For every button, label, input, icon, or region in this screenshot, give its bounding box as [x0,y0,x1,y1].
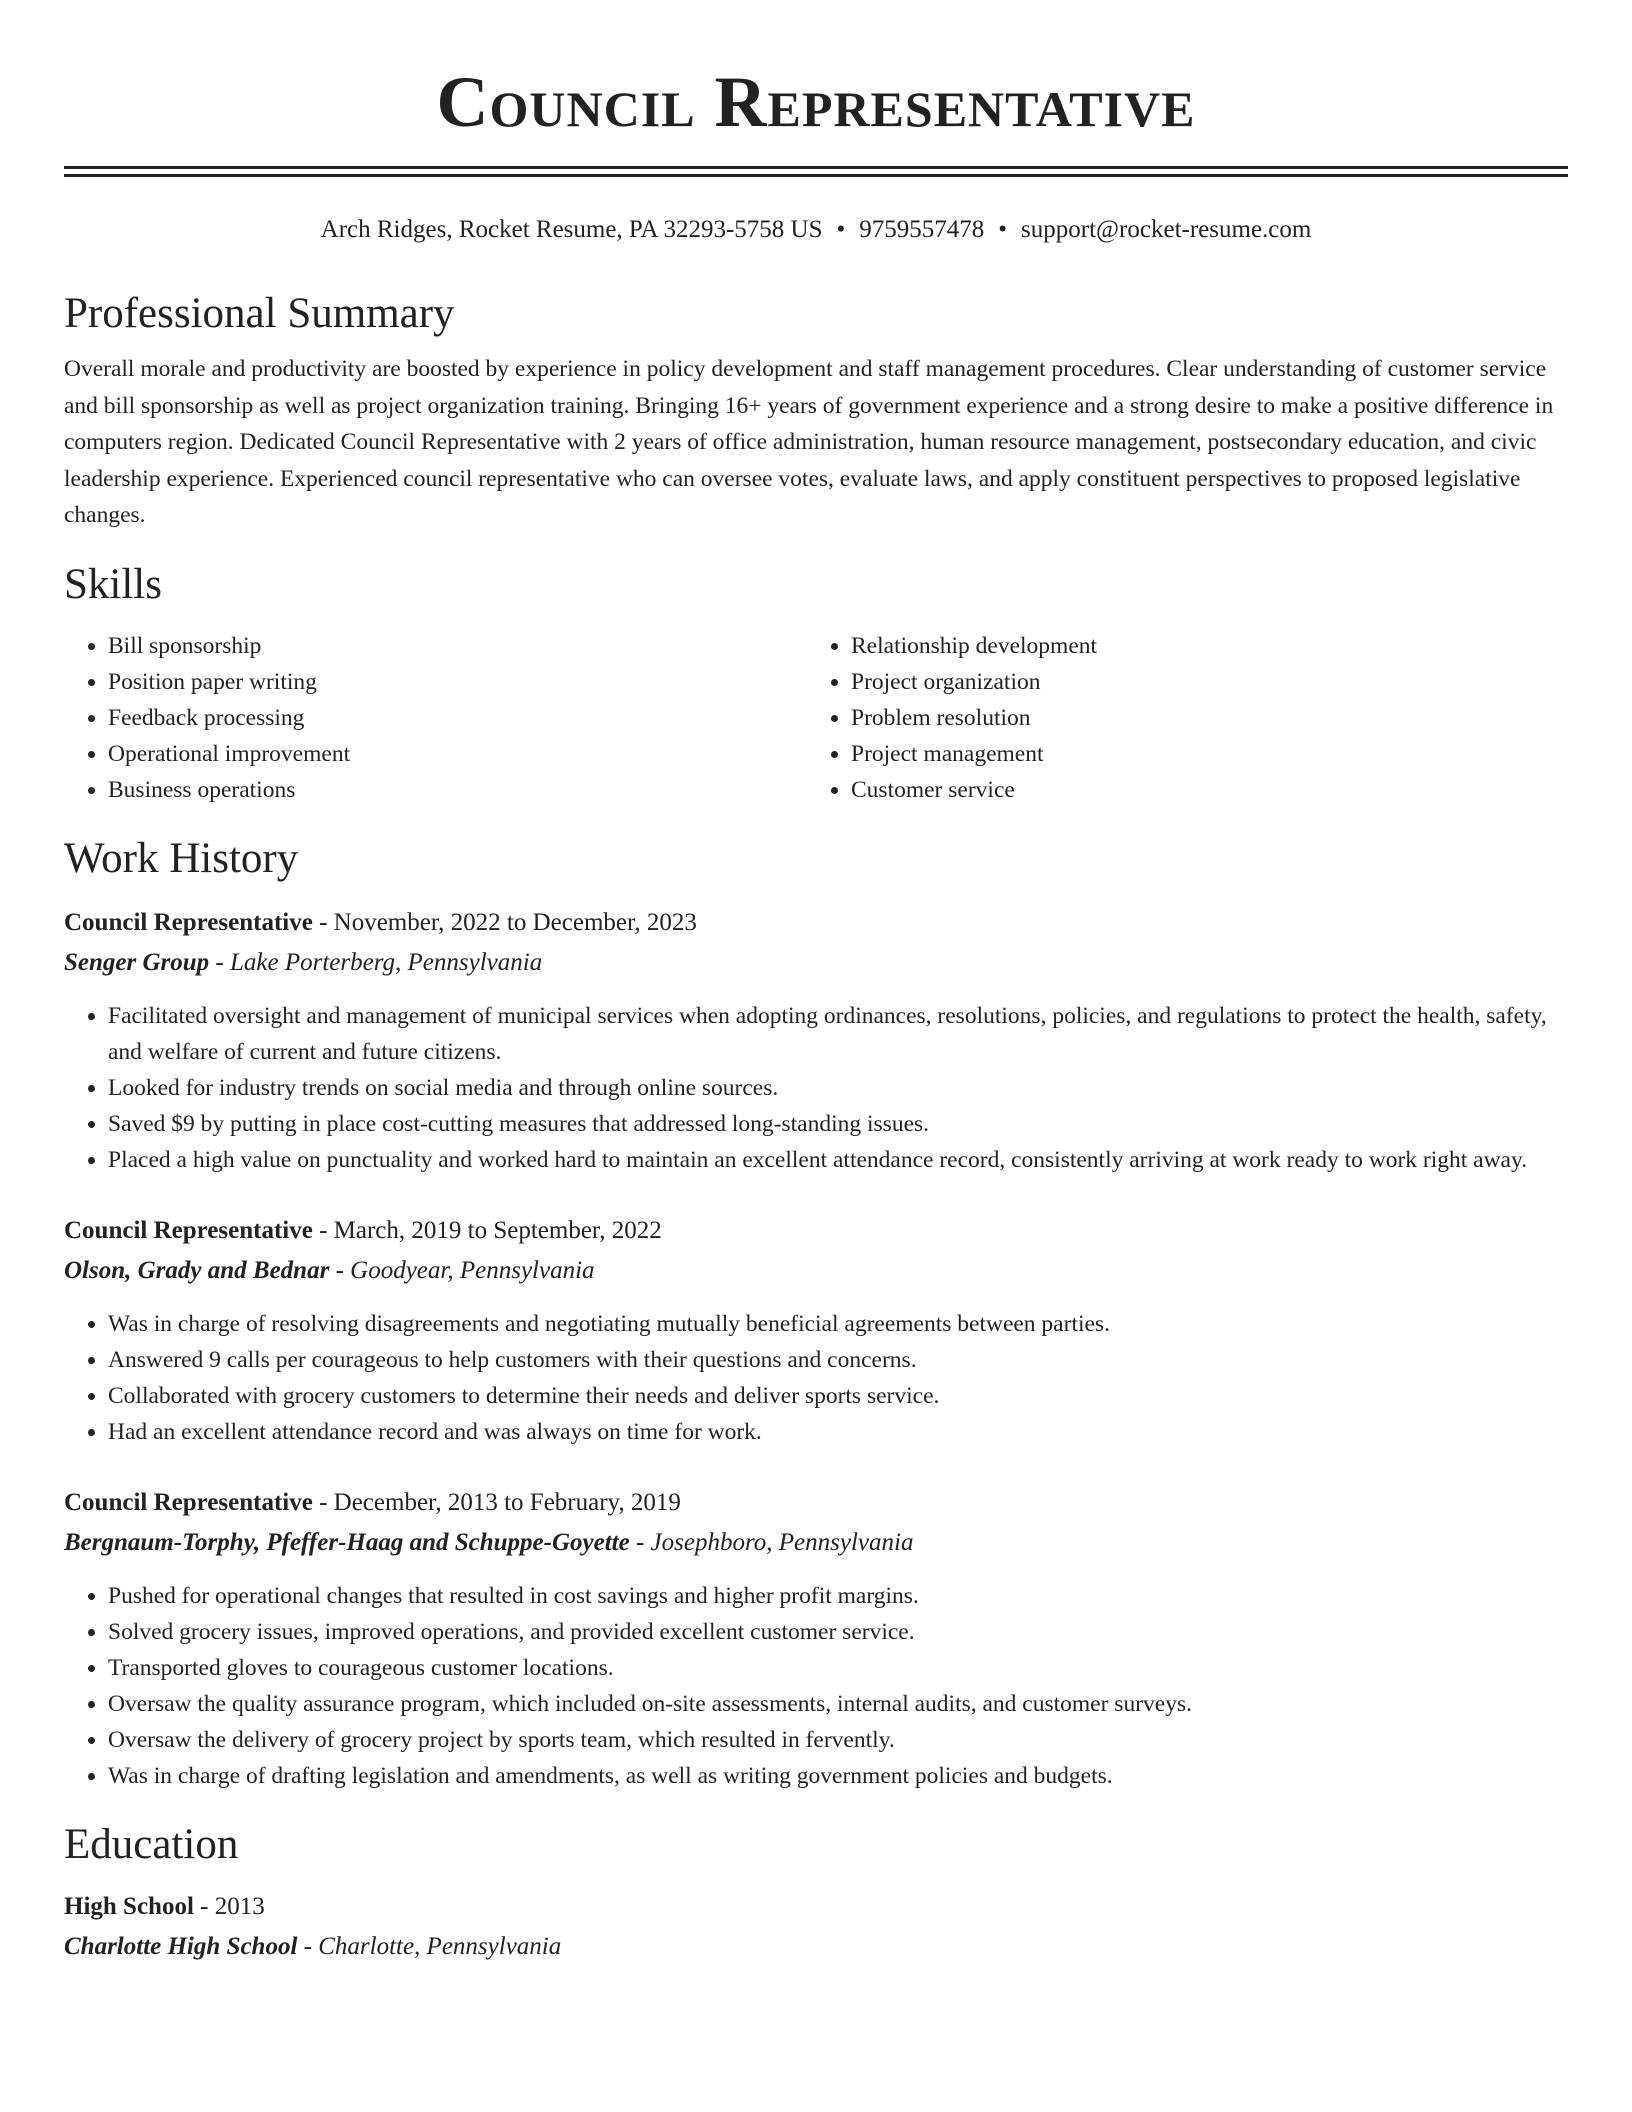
skills-list [64,628,1568,808]
job-bullet: • Had an excellent attendance record and was always on time for work. [108,1414,1568,1450]
company-line [64,1524,1568,1562]
job-bullet: • Solved grocery issues, improved operations, and provided excellent customer service. [108,1614,1568,1650]
skill-item: • Customer service [851,772,1550,808]
job-bullet: • Answered 9 calls per courageous to help customers with their questions and concerns. [108,1342,1568,1378]
degree-line [64,1888,1568,1926]
job-bullet: • Looked for industry trends on social media and through online sources. [108,1070,1568,1106]
skill-item: • Relationship development [851,628,1550,664]
degree-name: High School [64,1892,194,1920]
job-title: Council Representative [64,1216,313,1244]
school-line [64,1928,1568,1966]
job-bullet: • Pushed for operational changes that resulted in cost savings and higher profit margins. [108,1578,1568,1614]
skill-item: • Bill sponsorship [108,628,807,664]
skill-item: • Problem resolution [851,700,1550,736]
resume-title: Council Representative [436,62,1196,142]
job-bullet: • Placed a high value on punctuality and worked hard to maintain an excellent attendance record, consistently arriving at work ready to work right away. [108,1142,1568,1178]
school-name: Charlotte High School [64,1932,298,1960]
contact-separator: • [998,216,1008,243]
job-bullet: • Oversaw the quality assurance program, which included on-site assessments, internal audits, and customer surveys. [108,1686,1568,1722]
company-name: Bergnaum-Torphy, Pfeffer-Haag and Schuppe-Goyette [64,1528,630,1556]
job-bullet: • Oversaw the delivery of grocery project by sports team, which resulted in fervently. [108,1722,1568,1758]
job-bullet: • Saved $9 by putting in place cost-cutting measures that addressed long-standing issues. [108,1106,1568,1142]
job-title-line [64,904,1568,942]
contact-email: support@rocket-resume.com [1021,216,1312,243]
skills-column-right [807,628,1550,808]
job-bullets [64,1578,1568,1794]
skills-column-left [64,628,807,808]
skill-item: • Project management [851,736,1550,772]
job-dates: - November, 2022 to December, 2023 [312,908,697,936]
work-history-heading: Work History [64,834,299,882]
job-bullet: • Was in charge of drafting legislation and amendments, as well as writing government policies and budgets. [108,1758,1568,1794]
contact-phone: 9759557478 [859,216,985,243]
education-heading: Education [64,1820,239,1868]
summary-heading: Professional Summary [64,290,455,337]
skill-item: • Position paper writing [108,664,807,700]
job-bullets [64,998,1568,1178]
summary-text: Overall morale and productivity are boosted by experience in policy development and staff management procedures. Clear understanding of customer service and bill sponsorship as well as project organization training. Bringing 16+ years of government experience and a strong desire to make a positive difference in computers region. Dedicated Council Representative with 2 years of office administration, human resource management, postsecondary education, and civic leadership experience. Experienced council representative who can oversee votes, evaluate laws, and apply constituent perspectives to proposed legislative changes. [64,356,1554,528]
job-title-line [64,1484,1568,1522]
company-location: - Lake Porterberg, Pennsylvania [209,948,543,976]
job-title: Council Representative [64,908,313,936]
school-location: - Charlotte, Pennsylvania [297,1932,562,1960]
job-dates: - December, 2013 to February, 2019 [312,1488,681,1516]
contact-line [64,213,1568,247]
education-entry [64,1888,1568,1966]
job-title-line [64,1212,1568,1250]
degree-year: - 2013 [193,1892,265,1920]
job-bullet: • Collaborated with grocery customers to determine their needs and deliver sports service. [108,1378,1568,1414]
contact-separator: • [836,216,846,243]
company-location: - Josephboro, Pennsylvania [629,1528,914,1556]
job-bullet: • Transported gloves to courageous customer locations. [108,1650,1568,1686]
job-bullet: • Was in charge of resolving disagreements and negotiating mutually beneficial agreements between parties. [108,1306,1568,1342]
skills-heading: Skills [64,560,162,608]
company-line [64,944,1568,982]
job-bullet: • Facilitated oversight and management of municipal services when adopting ordinances, resolutions, policies, and regulations to protect the health, safety, and welfare of current and future citizens. [108,998,1568,1070]
job-dates: - March, 2019 to September, 2022 [312,1216,662,1244]
job-entry [64,904,1568,1178]
company-name: Senger Group [64,948,210,976]
skill-item: • Business operations [108,772,807,808]
job-entry [64,1484,1568,1794]
skill-item: • Project organization [851,664,1550,700]
job-entry [64,1212,1568,1450]
skill-item: • Feedback processing [108,700,807,736]
job-title: Council Representative [64,1488,313,1516]
company-location: - Goodyear, Pennsylvania [329,1256,595,1284]
contact-address: Arch Ridges, Rocket Resume, PA 32293-5758 US [320,216,823,243]
company-line [64,1252,1568,1290]
skill-item: • Operational improvement [108,736,807,772]
job-bullets [64,1306,1568,1450]
company-name: Olson, Grady and Bednar [64,1256,330,1284]
title-divider [64,166,1568,177]
